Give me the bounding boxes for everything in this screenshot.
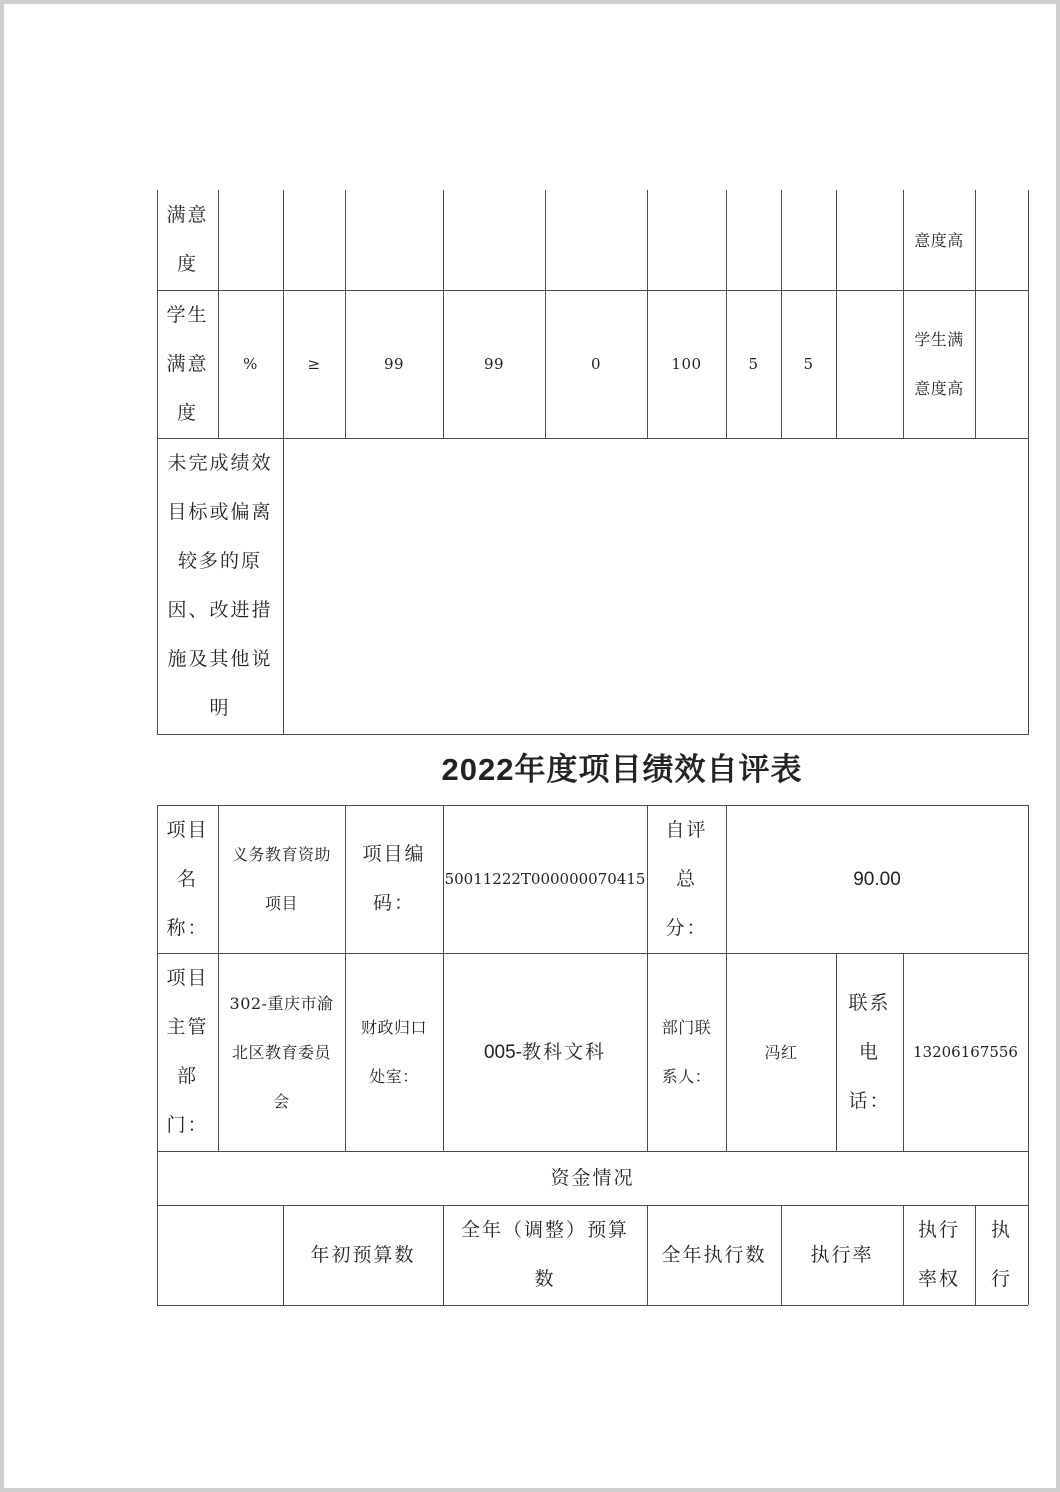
document-page (4, 4, 1056, 1488)
actual-value-cell: 99 (483, 354, 505, 373)
col-rate-weight: 执行 率权 (917, 1219, 960, 1290)
unit-cell: % (243, 354, 258, 373)
score-cell: 5 (803, 354, 814, 373)
contact-value: 冯红 (764, 1042, 798, 1062)
funds-heading: 资金情况 (550, 1166, 635, 1189)
indicator-remark-cell: 学生满 意度高 (914, 330, 964, 398)
phone-value: 13206167556 (913, 1042, 1018, 1061)
finance-office-name: 教科文科 (522, 1040, 607, 1063)
explanation-content (283, 438, 1028, 734)
project-name-label: 项目 名 称： (166, 818, 209, 939)
department-value: 302-重庆市渝 北区教育委员 会 (229, 993, 334, 1111)
finance-office-label: 财政归口 处室： (360, 1018, 427, 1086)
department-label: 项目 主管 部 门： (166, 967, 209, 1136)
finance-office-code: 005- (483, 1041, 522, 1063)
funds-empty-cell (157, 1205, 283, 1305)
contact-label: 部门联 系人： (661, 1018, 712, 1086)
target-value-cell: 99 (383, 354, 405, 373)
finance-office-value (443, 953, 647, 1151)
col-adjusted-budget: 全年（调整）预算 数 (460, 1219, 629, 1290)
explanation-label: 未完成绩效 目标或偏离 较多的原 因、改进措 施及其他说 明 (167, 452, 273, 719)
project-code-value: 50011222T000000070415 (444, 869, 646, 888)
col-exec: 执 行 (990, 1219, 1012, 1290)
operator-cell: ≥ (307, 354, 321, 373)
col-executed: 全年执行数 (661, 1243, 767, 1266)
completion-rate-cell: 100 (671, 354, 702, 373)
col-initial-budget: 年初预算数 (310, 1243, 416, 1266)
project-name-value: 义务教育资助 项目 (231, 845, 331, 913)
page-title: 2022年度项目绩效自评表 (441, 752, 803, 787)
col-execution-rate: 执行率 (810, 1243, 874, 1266)
indicator-remark-cell: 意度高 (914, 230, 964, 250)
phone-label: 联系 电 话： (848, 991, 891, 1112)
self-score-value: 90.00 (853, 868, 901, 890)
deviation-cell: 0 (590, 354, 602, 373)
indicator-name-cell: 满意 度 (166, 204, 209, 275)
project-code-label: 项目编 码： (362, 843, 426, 914)
indicator-name-cell: 学生 满意 度 (166, 303, 209, 424)
self-score-label: 自评 总 分： (665, 818, 708, 939)
weight-cell: 5 (748, 354, 759, 373)
